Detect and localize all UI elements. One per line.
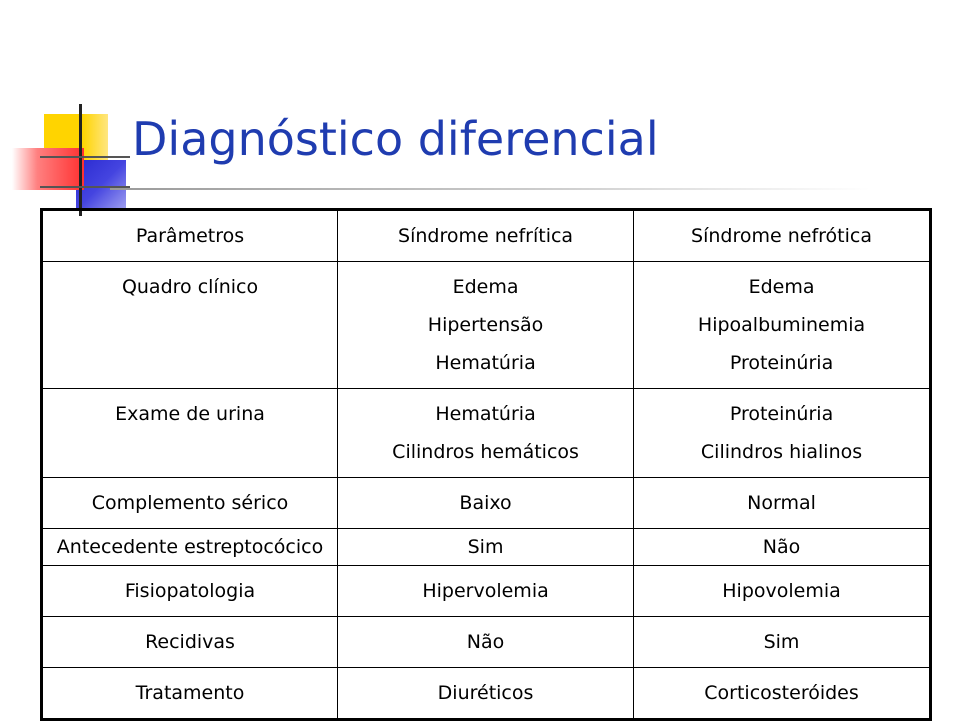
nefritica-cell	[338, 262, 634, 389]
diagnosis-table	[40, 208, 932, 721]
param-cell: Tratamento	[42, 668, 338, 720]
table-row	[42, 389, 931, 478]
cell-line: Hematúria	[435, 403, 536, 425]
decor-horizontal-line	[40, 156, 130, 158]
table-row	[42, 529, 931, 566]
nefritica-cell: Sim	[338, 529, 634, 566]
cell-line: Cilindros hemáticos	[392, 441, 579, 463]
nefritica-cell: Baixo	[338, 478, 634, 529]
cell-line: Proteinúria	[729, 403, 834, 425]
nefrotica-cell	[634, 262, 931, 389]
header-cell: Síndrome nefrítica	[338, 210, 634, 262]
table-row	[42, 668, 931, 720]
nefritica-cell	[338, 389, 634, 478]
header-cell: Síndrome nefrótica	[634, 210, 931, 262]
param-cell: Recidivas	[42, 617, 338, 668]
nefrotica-cell: Normal	[634, 478, 931, 529]
header-cell: Parâmetros	[42, 210, 338, 262]
cell-line: Edema	[748, 276, 815, 298]
cell-line: Hematúria	[435, 352, 536, 374]
nefrotica-cell	[634, 389, 931, 478]
cell-line: Edema	[452, 276, 519, 298]
table-row	[42, 262, 931, 389]
param-cell: Exame de urina	[42, 389, 338, 478]
nefrotica-cell: Sim	[634, 617, 931, 668]
table-row	[42, 566, 931, 617]
slide-title: Diagnóstico diferencial	[132, 112, 659, 166]
cell-line: Hipertensão	[427, 314, 544, 336]
table-row	[42, 617, 931, 668]
nefritica-cell: Diuréticos	[338, 668, 634, 720]
cell-line: Proteinúria	[729, 352, 834, 374]
param-cell: Complemento sérico	[42, 478, 338, 529]
title-underline	[110, 188, 870, 190]
nefrotica-cell: Hipovolemia	[634, 566, 931, 617]
decor-red-bar	[12, 148, 84, 190]
nefritica-cell: Hipervolemia	[338, 566, 634, 617]
table-row	[42, 478, 931, 529]
cell-line: Hipoalbuminemia	[697, 314, 866, 336]
cell-line: Cilindros hialinos	[700, 441, 863, 463]
param-cell: Antecedente estreptocócico	[42, 529, 338, 566]
param-cell: Fisiopatologia	[42, 566, 338, 617]
nefritica-cell: Não	[338, 617, 634, 668]
table-header-row	[42, 210, 931, 262]
nefrotica-cell: Corticosteróides	[634, 668, 931, 720]
param-cell: Quadro clínico	[42, 262, 338, 389]
decor-vertical-line	[79, 104, 82, 216]
nefrotica-cell: Não	[634, 529, 931, 566]
